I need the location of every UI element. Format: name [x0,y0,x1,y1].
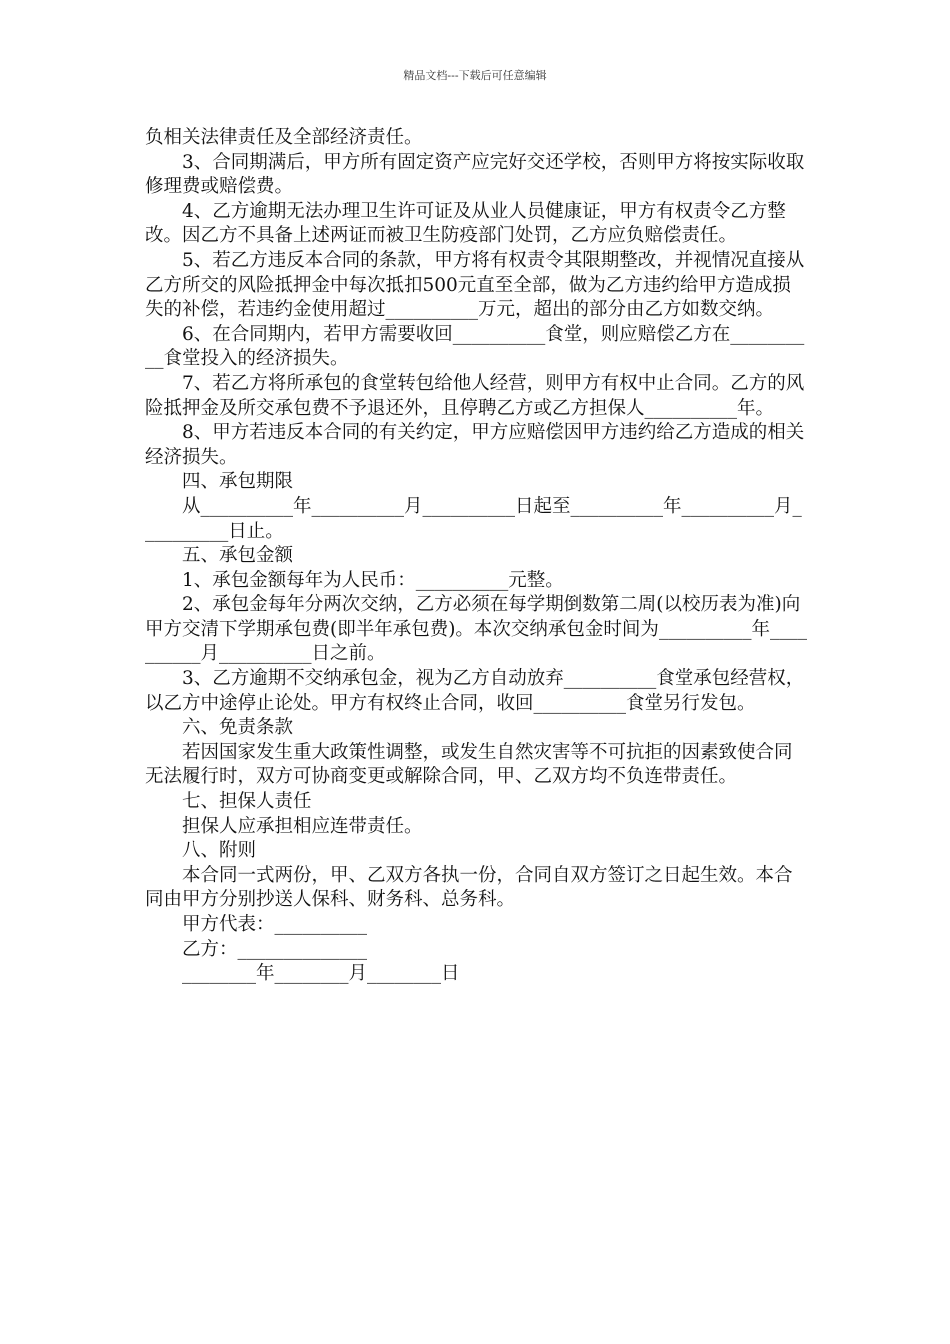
paragraph: 8、甲方若违反本合同的有关约定，甲方应赔偿因甲方违约给乙方造成的相关经济损失。 [145,422,805,468]
paragraph: 乙方：______________ [182,938,368,960]
paragraph: 负相关法律责任及全部经济责任。 [145,127,423,148]
paragraph: 七、担保人责任 [182,791,312,813]
paragraph: 甲方代表：__________ [182,914,368,935]
paragraph: 四、承包期限 [182,471,294,493]
paragraph: 担保人应承担相应连带责任。 [182,815,423,837]
paragraph: 1、承包金额每年为人民币：__________元整。 [182,569,564,591]
paragraph: 本合同一式两份，甲、乙双方各执一份，合同自双方签订之日起生效。本合同由甲方分别抄送人保科、财务科、总务科。 [145,864,793,911]
paragraph: 六、免责条款 [182,717,294,739]
paragraph: 从__________年__________月__________日起至__________年__________月__________日止。 [145,495,802,542]
paragraph: 5、若乙方违反本合同的条款，甲方将有权责令其限期整改，并视情况直接从乙方所交的风险抵押金中每次抵扣500元直至全部，做为乙方违约给甲方造成损失的补偿，若违约金使用超过__________万元，超出的部分由乙方如数交纳。 [145,249,805,321]
paragraph: 若因国家发生重大政策性调整，或发生自然灾害等不可抗拒的因素致使合同无法履行时，双方可协商变更或解除合同，甲、乙双方均不负连带责任。 [145,741,793,788]
paragraph: 八、附则 [182,840,257,862]
paragraph: 3、乙方逾期不交纳承包金，视为乙方自动放弃__________食堂承包经营权，以乙方中途停止论处。甲方有权终止合同，收回__________食堂另行发包。 [145,668,805,714]
paragraph: 7、若乙方将所承包的食堂转包给他人经营，则甲方有权中止合同。乙方的风险抵押金及所交承包费不予退还外，且停聘乙方或乙方担保人__________年。 [145,372,805,419]
paragraph: 2、承包金每年分两次交纳，乙方必须在每学期倒数第二周(以校历表为准)向甲方交清下学期承包费(即半年承包费)。本次交纳承包金时间为__________年__________月__________日之前。 [145,594,807,665]
paragraph: 6、在合同期内，若甲方需要收回__________食堂，则应赔偿乙方在__________食堂投入的经济损失。 [145,323,805,370]
paragraph: 4、乙方逾期无法办理卫生许可证及从业人员健康证，甲方有权责令乙方整改。因乙方不具备上述两证而被卫生防疫部门处罚，乙方应负赔偿责任。 [145,200,786,247]
paragraph: 3、合同期满后，甲方所有固定资产应完好交还学校，否则甲方将按实际收取修理费或赔偿费。 [145,151,805,198]
document-body [145,126,809,987]
page-header: 精品文档---下载后可任意编辑 [403,69,547,82]
paragraph: 五、承包金额 [182,545,294,567]
paragraph: ________年________月________日 [182,963,460,985]
